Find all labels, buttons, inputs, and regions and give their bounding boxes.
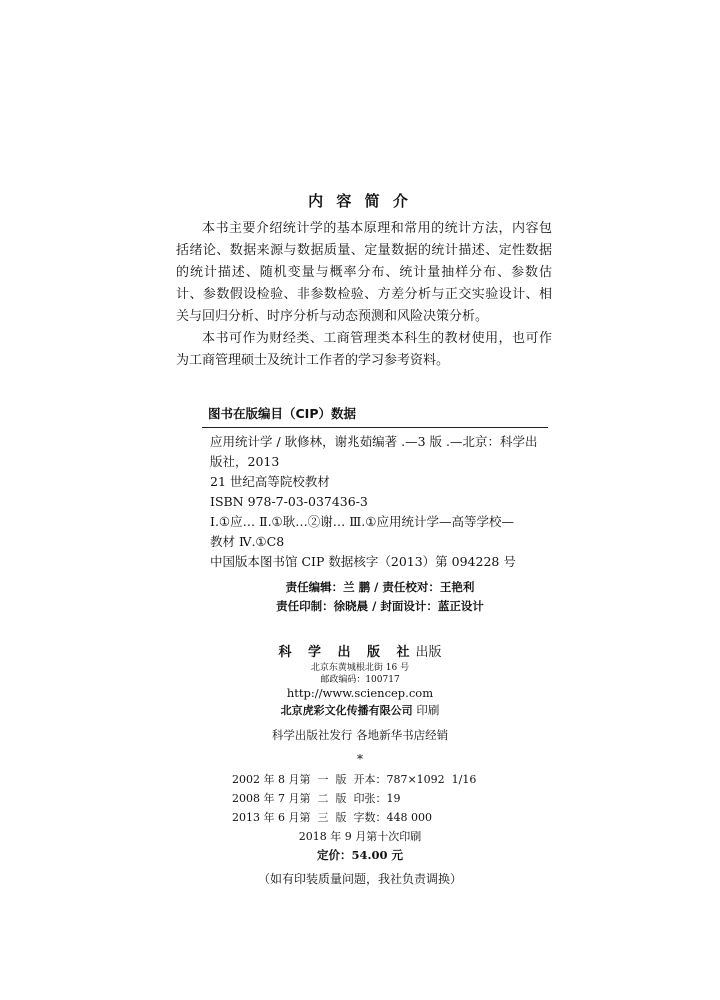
distribution-line: 科学出版社发行 各地新华书店经销	[271, 728, 449, 742]
publisher-url: http://www.sciencep.com	[286, 686, 434, 700]
publisher-postcode: 邮政编码：100717	[320, 675, 400, 685]
publisher-name-line	[0, 644, 720, 662]
abstract-body	[176, 218, 552, 372]
cip-line: 教材 Ⅳ.①C8	[210, 534, 285, 549]
publisher-address: 北京东黄城根北街 16 号	[310, 663, 410, 673]
edition-list	[232, 770, 502, 827]
abstract-paragraph-2: 本书可作为财经类、工商管理类本科生的教材使用，也可作为工商管理硕士及统计工作者的学习参考资料。	[176, 331, 552, 368]
separator-star: *	[357, 752, 363, 766]
cip-line: 中国版本图书馆 CIP 数据核字（2013）第 094228 号	[210, 554, 516, 569]
quality-notice: （如有印装质量问题，我社负责调换）	[257, 872, 462, 886]
cip-content	[202, 428, 548, 572]
edition-row: 2002 年 8 月第 一 版 开本：787×1092 1/16	[232, 773, 477, 786]
printer-line	[0, 702, 720, 719]
price: 定价：54.00 元	[316, 848, 403, 862]
cip-line: 应用统计学 / 耿修林，谢兆茹编著 .—3 版 .—北京：科学出	[210, 434, 538, 449]
cip-line: 版社，2013	[210, 454, 280, 469]
cip-heading: 图书在版编目（CIP）数据	[208, 406, 356, 421]
editorial-credits	[240, 578, 520, 616]
credits-line-2: 责任印制：徐晓晨 / 封面设计：蓝正设计	[276, 599, 484, 613]
printer-suffix: 印刷	[416, 703, 440, 717]
abstract-title: 内 容 简 介	[308, 192, 412, 210]
publisher-block	[0, 644, 720, 766]
printer-name: 北京虎彩文化传播有限公司	[280, 704, 413, 717]
publisher-name: 科 学 出 版 社	[278, 645, 416, 660]
edition-row: 2008 年 7 月第 二 版 印张：19	[232, 792, 401, 805]
cip-line: ISBN 978-7-03-037436-3	[210, 494, 368, 509]
cip-block	[202, 405, 548, 572]
abstract-paragraph-1: 本书主要介绍统计学的基本原理和常用的统计方法，内容包括绪论、数据来源与数据质量、定量数据的统计描述、定性数据的统计描述、随机变量与概率分布、统计量抽样分布、参数估计、参数假设检验、非参数检验、方差分析与正交实验设计、相关与回归分析、时序分析与动态预测和风险决策分析。	[176, 221, 552, 324]
credits-line-1: 责任编辑：兰 鹏 / 责任校对：王艳利	[285, 580, 475, 594]
publisher-name-suffix: 出版	[415, 645, 442, 660]
cip-line: 21 世纪高等院校教材	[210, 474, 330, 489]
edition-row: 2013 年 6 月第 三 版 字数：448 000	[232, 811, 432, 824]
cip-line: Ⅰ.①应… Ⅱ.①耿…②谢… Ⅲ.①应用统计学—高等学校—	[210, 514, 514, 529]
print-count: 2018 年 9 月第十次印刷	[298, 830, 422, 843]
